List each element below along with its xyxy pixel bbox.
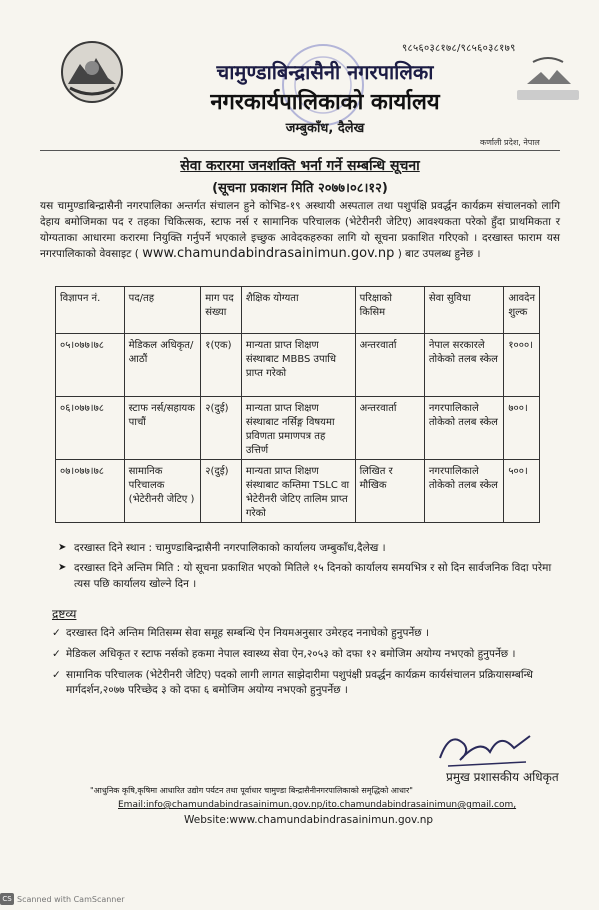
notice-body-text: यस चामुण्डाबिन्द्रासैनी नगरपालिका अन्तर्गत संचालन हुने कोभिड-१९ अस्थायी अस्पताल तथा पशुपंक्षि प्रवर्द्धन कार्यक्रम संचालनको लागि देहाय बमोजिमका पद र तहका चिकित्सक, स्टाफ नर्स र सामानिक परिचालक (भेटेरीनरी जेटिए) आवश्यकता परेको हुँदा प्राथमिकता र योग्यताका आधारमा करारमा नियुक्ति गर्नुपर्ने भएकाले इच्छुक आवेदकहरुका लागि यो सूचना प्रकाशित गरिएको । दरखास्त फाराम यस नगरपालिकाको वेवसाइट ( bbox=[40, 200, 560, 260]
list-item-text: सामानिक परिचालक (भेटेरीनरी जेटिए) पदको लागी लागत साझेदारीमा पशुपंक्षी प्रवर्द्धन कार्यक्रम कार्यसंचालन प्रक्रियासम्बन्धि मार्गदर्शन,२०७७ परिच्छेद ३ को दफा ६ बमोजिम अयोग्य नभएको हुनुपर्नेछ । bbox=[66, 669, 533, 696]
list-item-text: दरखास्त दिने अन्तिम मिति : यो सूचना प्रकाशित भएको मितिले १५ दिनको कार्यालय समयभित्र र सो दिन सार्वजनिक विदा परेमा त्यस पछि कार्यालय खोल्ने दिन । bbox=[74, 562, 552, 590]
col-header-count: माग पद संख्या bbox=[201, 287, 242, 334]
cell-fee: ७००। bbox=[504, 397, 540, 460]
signature-icon bbox=[430, 722, 540, 772]
office-seal-icon bbox=[278, 40, 368, 130]
camscanner-badge: CS bbox=[0, 893, 14, 905]
footer-slogan: "आधुनिक कृषि,कृषिमा आधारित उद्योग पर्यटन तथा पूर्वाधार चामुण्डा बिन्द्रासैनीनगरपालिकाको समृद्धिको आधार" bbox=[90, 786, 413, 795]
table-row bbox=[56, 460, 540, 523]
col-header-post: पद/तह bbox=[124, 287, 201, 334]
list-item bbox=[52, 668, 552, 698]
notice-title: सेवा करारमा जनशक्ति भर्ना गर्ने सम्बन्धि सूचना bbox=[180, 158, 420, 174]
col-header-facility: सेवा सुविधा bbox=[424, 287, 504, 334]
table-row bbox=[56, 397, 540, 460]
footer-email-link[interactable]: Email:info@chamundabindrasainimun.gov.np/ito.chamundabindrasainimun@gmail.com, bbox=[118, 800, 517, 810]
table-header-row bbox=[56, 287, 540, 334]
cell-count: १(एक) bbox=[201, 334, 242, 397]
arrow-bullet-icon: ➤ bbox=[58, 542, 67, 553]
footer-website-link[interactable]: Website:www.chamundabindrasainimun.gov.np bbox=[184, 814, 434, 826]
notice-website-link[interactable]: www.chamundabindrasainimun.gov.np bbox=[142, 246, 395, 261]
notice-body-end: ) बाट उपलब्ध हुनेछ । bbox=[397, 248, 481, 260]
vacancy-table bbox=[55, 286, 540, 523]
arrow-bullet-icon: ➤ bbox=[58, 562, 67, 573]
visit-nepal-logo-icon bbox=[513, 54, 583, 110]
col-header-qualification: शैक्षिक योग्यता bbox=[241, 287, 355, 334]
signatory-title: प्रमुख प्रशासकीय अधिकृत bbox=[446, 770, 559, 784]
cell-fee: १०००। bbox=[504, 334, 540, 397]
cell-facility: नगरपालिकाले तोकेको तलब स्केल bbox=[424, 397, 504, 460]
cell-ad-no: ०६।०७७।७८ bbox=[56, 397, 125, 460]
cell-count: २(दुई) bbox=[201, 397, 242, 460]
list-item-text: दरखास्त दिने स्थान : चामुण्डाबिन्द्रासैनी नगरपालिकाको कार्यालय जम्बुकाँध,दैलेख । bbox=[74, 542, 386, 554]
cell-count: २(दुई) bbox=[201, 460, 242, 523]
list-item bbox=[58, 560, 558, 592]
cell-ad-no: ०५।०७७।७८ bbox=[56, 334, 125, 397]
scanner-watermark bbox=[0, 893, 125, 905]
notice-subtitle: (सूचना प्रकाशन मिति २०७७।०८।१२) bbox=[212, 181, 388, 196]
cell-qualification: मान्यता प्राप्त शिक्षण संस्थाबाट MBBS उपाधि प्राप्त गरेको bbox=[241, 334, 355, 397]
list-item bbox=[58, 540, 558, 556]
nepal-emblem-icon bbox=[58, 38, 126, 106]
checkmark-icon: ✓ bbox=[52, 627, 61, 639]
header-divider bbox=[40, 150, 560, 151]
list-item bbox=[52, 647, 552, 662]
office-name: नगरकार्यपालिकाको कार्यालय bbox=[210, 90, 440, 115]
cell-ad-no: ०७।०७७।७८ bbox=[56, 460, 125, 523]
cell-facility: नगरपालिकाले तोकेको तलब स्केल bbox=[424, 460, 504, 523]
notice-body bbox=[40, 198, 560, 262]
col-header-ad-no: विज्ञापन नं. bbox=[56, 287, 125, 334]
cell-facility: नेपाल सरकारले तोकेको तलब स्केल bbox=[424, 334, 504, 397]
cell-post: सामानिक परिचालक (भेटेरीनरी जेटिए ) bbox=[124, 460, 201, 523]
cell-fee: ५००। bbox=[504, 460, 540, 523]
cell-exam-type: अन्तरवार्ता bbox=[355, 334, 424, 397]
cell-exam-type: अन्तरवार्ता bbox=[355, 397, 424, 460]
list-item bbox=[52, 626, 552, 641]
notes-heading: द्रष्टव्य bbox=[52, 607, 77, 621]
cell-post: मेडिकल अधिकृत/आठौं bbox=[124, 334, 201, 397]
cell-qualification: मान्यता प्राप्त शिक्षण संस्थाबाट नर्सिङ्ग विषयमा प्रविणता प्रमाणपत्र तह उत्तिर्ण bbox=[241, 397, 355, 460]
list-item-text: मेडिकल अधिकृत र स्टाफ नर्सको हकमा नेपाल स्वास्थ्य सेवा ऐन,२०५३ को दफा १२ बमोजिम अयोग्य नभएको हुनुपर्नेछ । bbox=[66, 648, 516, 660]
cell-exam-type: लिखित र मौखिक bbox=[355, 460, 424, 523]
municipality-name: चामुण्डाबिन्द्रासैनी नगरपालिका bbox=[216, 60, 434, 84]
col-header-fee: आवदेन शुल्क bbox=[504, 287, 540, 334]
cell-post: स्टाफ नर्स/सहायक पाचौं bbox=[124, 397, 201, 460]
list-item-text: दरखास्त दिने अन्तिम मितिसम्म सेवा समूह सम्बन्धि ऐन नियमअनुसार उमेरहद ननाघेको हुनुपर्नेछ । bbox=[66, 627, 429, 639]
registration-number: ९८५६०३८१७८/९८५६०३८१७९ bbox=[402, 43, 516, 54]
province-label: कर्णाली प्रदेश, नेपाल bbox=[480, 138, 540, 147]
scanner-label: Scanned with CamScanner bbox=[17, 894, 125, 904]
checkmark-icon: ✓ bbox=[52, 669, 61, 681]
notes-list bbox=[52, 626, 552, 704]
cell-qualification: मान्यता प्राप्त शिक्षण संस्थाबाट कम्तिमा TSLC वा भेटेरीनरी जेटिए तालिम प्राप्त गरेको bbox=[241, 460, 355, 523]
application-info-list bbox=[58, 540, 558, 596]
checkmark-icon: ✓ bbox=[52, 648, 61, 660]
col-header-exam-type: परिक्षाको किसिम bbox=[355, 287, 424, 334]
office-address: जम्बुकाँध, दैलेख bbox=[285, 121, 365, 136]
table-row bbox=[56, 334, 540, 397]
